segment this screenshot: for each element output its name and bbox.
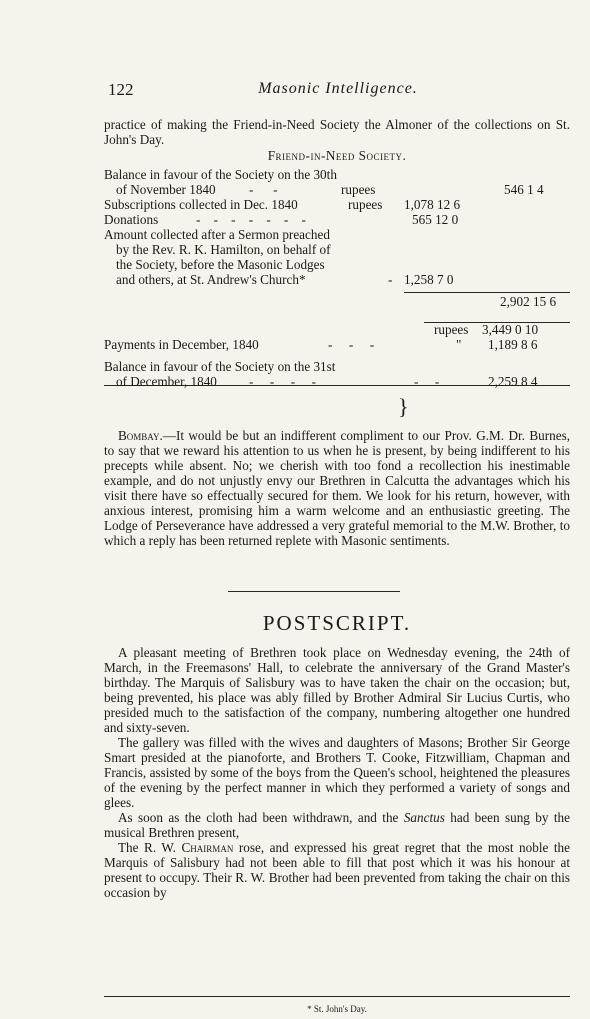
postscript-title: POSTSCRIPT. [262, 611, 412, 635]
postscript-para-4-lead: The R. W. [118, 840, 182, 855]
section-divider [228, 591, 400, 592]
ledger-label: Subscriptions collected in Dec. 1840 [104, 197, 298, 212]
postscript-para-4 [104, 840, 570, 900]
ledger-unit: " [456, 337, 462, 352]
ledger-label: Balance in favour of the Society on the 30th [104, 167, 337, 182]
ledger-row-total [104, 322, 570, 337]
ledger-amount: 565 12 0 [412, 212, 459, 227]
postscript-para-3-start: As soon as the cloth had been withdrawn, and the [118, 810, 404, 825]
ledger-amount: 2,259 8 4 [488, 374, 538, 389]
page-header [108, 80, 568, 102]
footnote: * St. John's Day. [307, 1004, 367, 1014]
ledger-dashes: - - - [328, 337, 375, 352]
ledger-row-balance-1 [104, 167, 570, 182]
ledger-amount: 1,078 12 6 [404, 197, 461, 212]
ledger-label: Amount collected after a Sermon preached [104, 227, 330, 242]
ledger-label: Donations [104, 212, 159, 227]
intro-paragraph [104, 117, 570, 163]
ledger-row-payments [104, 337, 570, 352]
postscript-para-1: A pleasant meeting of Brethren took place on Wednesday evening, the 24th of March, in the Freemasons' Hall, to celebrate the anniversary of the Grand Master's birthday. The Marquis of Salisbury was to have taken the chair on the occasion; but, being prevented, his place was ably filled by Brother Admiral Sir Lucius Curtis, who presided much to the satisfaction of the company, numbering altogether one hundred and sixty-seven. [104, 645, 570, 735]
ledger-unit: rupees [341, 182, 376, 197]
postscript-para-3 [104, 810, 570, 840]
ledger-row-closing-2 [104, 374, 570, 389]
chairman-word: Chairman [181, 840, 234, 855]
ledger-amount: 1,258 7 0 [404, 272, 454, 287]
ledger-row-closing-1 [104, 359, 570, 374]
ledger-row-donations [104, 212, 570, 227]
ledger-unit: rupees [434, 322, 469, 337]
ledger-row-balance-2 [104, 182, 570, 197]
postscript-body [104, 645, 570, 900]
ledger-amount: 2,902 15 6 [500, 294, 557, 309]
ledger-row-sermon-2 [104, 242, 570, 257]
postscript-para-2: The gallery was filled with the wives and daughters of Masons; Brother Sir George Smart presided at the pianoforte, and Brothers T. Cooke, Fitzwilliam, Chapman and Francis, assisted by some of the boys from the Queen's school, heightened the pleasures of the evening by the perfect manner in which they performed a variety of songs and glees. [104, 735, 570, 810]
ledger-amount: 546 1 4 [504, 182, 544, 197]
ledger-row-sermon-1 [104, 227, 570, 242]
sanctus-word: Sanctus [403, 810, 445, 825]
ledger-label: of December, 1840 [116, 374, 217, 389]
ledger-label: Payments in December, 1840 [104, 337, 259, 352]
intro-text: practice of making the Friend-in-Need Society the Almoner of the collections on St. John's Day. [104, 117, 570, 147]
ledger-unit: rupees [348, 197, 383, 212]
ledger-label: Balance in favour of the Society on the 31st [104, 359, 336, 374]
running-title: Masonic Intelligence. [258, 80, 418, 97]
footnote-rule [104, 996, 570, 997]
bombay-paragraph [104, 428, 570, 548]
ledger-label: of November 1840 [116, 182, 216, 197]
ledger-dashes: - - [414, 374, 440, 389]
ledger-row-sermon-3 [104, 257, 570, 272]
page-number: 122 [108, 80, 134, 99]
bombay-lead: Bombay. [118, 428, 163, 443]
ledger-rule [404, 292, 570, 293]
ledger-label: by the Rev. R. K. Hamilton, on behalf of [116, 242, 331, 257]
ledger-label: the Society, before the Masonic Lodges [116, 257, 325, 272]
bombay-text: —It would be but an indifferent compliment to our Prov. G.M. Dr. Burnes, to say that we reward his attention to us when he is present, by being indifferent to his precepts while absent. No; we cherish with too fond a recollection his inestimable example, and do not unjustly envy our Brethren in Calcutta the advantages which his visit there have so effectually secured for them. We look for his return, however, with anxious interest, promising him a warm welcome and an enthusiastic greeting. The Lodge of Perseverance have addressed a very grateful memorial to the M.W. Brother, to which a reply has been returned replete with Masonic sentiments. [104, 428, 570, 548]
ledger-amount: 1,189 8 6 [488, 337, 538, 352]
ledger-dashes: - - - - [249, 374, 317, 389]
postscript-para-3-end: had been sung by the musical Brethren present, [104, 810, 570, 840]
postscript-para-4-text: rose, and expressed his great regret that the most noble the Marquis of Salisbury had not been able to fill that post which it was his honour at present to occupy. Their R. W. Brother had been prevented from taking the chair on this occasion by [104, 840, 570, 900]
ledger-amount: 3,449 0 10 [482, 322, 539, 337]
ledger-dashes: - [388, 272, 393, 287]
ledger-brace: } [398, 394, 409, 419]
ledger-dashes: - - - - - - - [196, 212, 306, 227]
ledger-row-subscriptions [104, 197, 570, 212]
ledger-label: and others, at St. Andrew's Church* [116, 272, 306, 287]
ledger-row-sermon-4 [104, 272, 570, 287]
ledger-dashes: - - [249, 182, 278, 197]
ledger-heading: Friend-in-Need Society. [267, 148, 407, 163]
ledger-table [104, 167, 570, 419]
ledger-row-subtotal [104, 294, 570, 309]
